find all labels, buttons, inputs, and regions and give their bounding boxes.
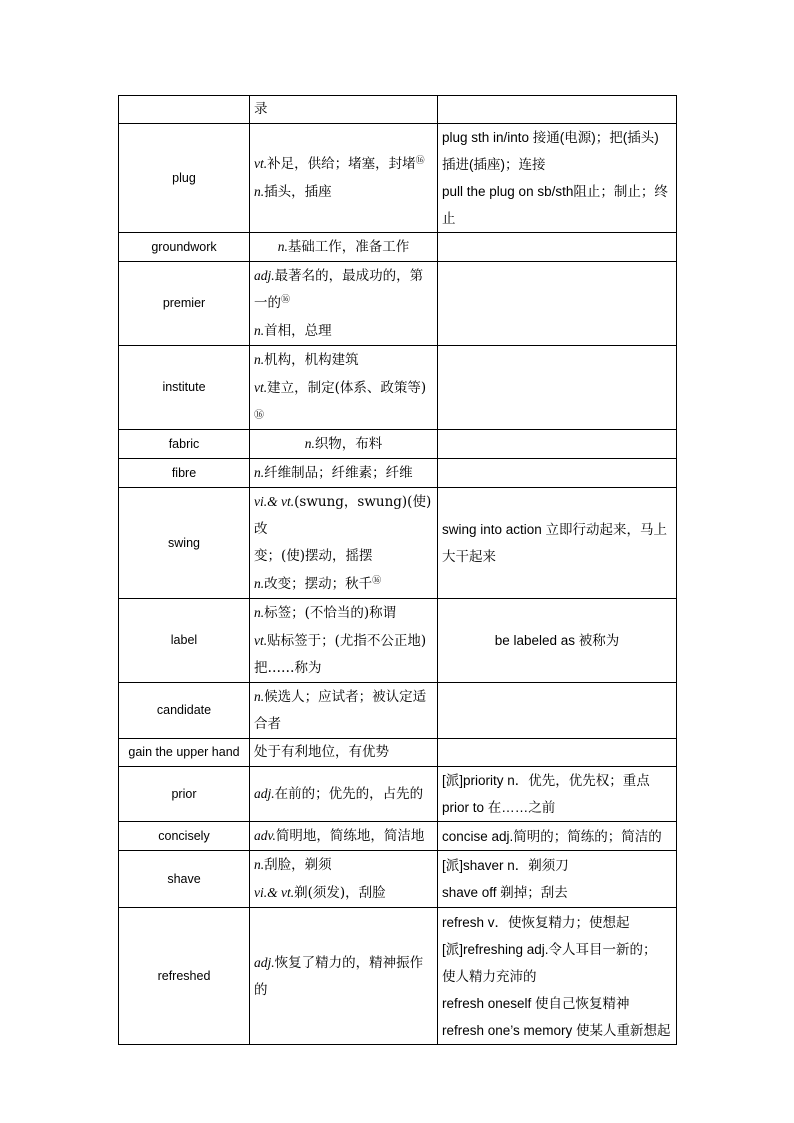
- extension-cell: [派]priority n．优先，优先权；重点 prior to 在……之前: [438, 767, 677, 822]
- table-row: [119, 124, 677, 233]
- meaning-cell: n.基础工作，准备工作: [250, 233, 438, 262]
- extension-cell: refresh v．使恢复精力；使想起 [派]refreshing adj.令人耳目一新的； 使人精力充沛的 refresh oneself 使自己恢复精神 refresh one’s memory 使某人重新想起: [438, 908, 677, 1045]
- meaning-cell: n.候选人；应试者；被认定适 合者: [250, 683, 438, 739]
- word-cell: groundwork: [119, 233, 250, 262]
- meaning-cell: vt.补足，供给；堵塞，封堵⑯ n.插头，插座: [250, 124, 438, 233]
- word-cell: plug: [119, 124, 250, 233]
- meaning-cell: 处于有利地位，有优势: [250, 739, 438, 767]
- extension-cell: swing into action 立即行动起来，马上 大干起来: [438, 488, 677, 599]
- extension-cell: [438, 233, 677, 262]
- word-cell: shave: [119, 851, 250, 908]
- table-row: [119, 430, 677, 459]
- word-cell: concisely: [119, 822, 250, 851]
- table-row: [119, 233, 677, 262]
- footnote-marker: ⑯: [372, 575, 382, 586]
- vocabulary-table: [118, 95, 677, 1045]
- table-row: [119, 822, 677, 851]
- footnote-marker: ⑯: [415, 155, 425, 166]
- table-row: [119, 683, 677, 739]
- word-cell: candidate: [119, 683, 250, 739]
- meaning-cell: n.机构，机构建筑 vt.建立，制定(体系、政策等) ⑯: [250, 346, 438, 430]
- word-cell: fabric: [119, 430, 250, 459]
- word-cell: gain the upper hand: [119, 739, 250, 767]
- extension-cell: [438, 683, 677, 739]
- table-row: [119, 488, 677, 599]
- table-row: [119, 908, 677, 1045]
- table-row: [119, 459, 677, 488]
- extension-cell: [438, 430, 677, 459]
- meaning-cell: adv.简明地，简练地，简洁地: [250, 822, 438, 851]
- word-cell: label: [119, 599, 250, 683]
- extension-cell: be labeled as 被称为: [438, 599, 677, 683]
- table-row: [119, 767, 677, 822]
- word-cell: prior: [119, 767, 250, 822]
- word-cell: [119, 96, 250, 124]
- meaning-cell: adj.恢复了精力的，精神振作 的: [250, 908, 438, 1045]
- word-cell: premier: [119, 262, 250, 346]
- extension-cell: [派]shaver n．剃须刀 shave off 剃掉；刮去: [438, 851, 677, 908]
- word-cell: institute: [119, 346, 250, 430]
- extension-cell: [438, 459, 677, 488]
- extension-cell: plug sth in/into 接通(电源)；把(插头) 插进(插座)；连接 pull the plug on sb/sth阻止；制止；终 止: [438, 124, 677, 233]
- table-row: [119, 599, 677, 683]
- meaning-cell: adj.在前的；优先的，占先的: [250, 767, 438, 822]
- table-row: [119, 346, 677, 430]
- table-row: [119, 739, 677, 767]
- meaning-cell: vi.& vt.(swung，swung)(使)改 变；(使)摆动，摇摆 n.改变；摆动；秋千⑯: [250, 488, 438, 599]
- table-row: [119, 851, 677, 908]
- footnote-marker: ⑯: [254, 410, 264, 421]
- meaning-cell: adj.最著名的，最成功的，第 一的⑯ n.首相，总理: [250, 262, 438, 346]
- extension-cell: [438, 96, 677, 124]
- extension-cell: [438, 262, 677, 346]
- table-row: [119, 262, 677, 346]
- meaning-cell: n.纤维制品；纤维素；纤维: [250, 459, 438, 488]
- word-cell: swing: [119, 488, 250, 599]
- table-row: [119, 96, 677, 124]
- word-cell: fibre: [119, 459, 250, 488]
- meaning-cell: n.织物，布料: [250, 430, 438, 459]
- meaning-cell: 录: [250, 96, 438, 124]
- word-cell: refreshed: [119, 908, 250, 1045]
- extension-cell: [438, 346, 677, 430]
- extension-cell: [438, 739, 677, 767]
- meaning-cell: n.刮脸，剃须 vi.& vt.剃(须发)，刮脸: [250, 851, 438, 908]
- footnote-marker: ⑯: [281, 294, 291, 305]
- meaning-cell: n.标签；(不恰当的)称谓 vt.贴标签于；(尤指不公正地) 把……称为: [250, 599, 438, 683]
- extension-cell: concise adj.简明的；简练的；简洁的: [438, 822, 677, 851]
